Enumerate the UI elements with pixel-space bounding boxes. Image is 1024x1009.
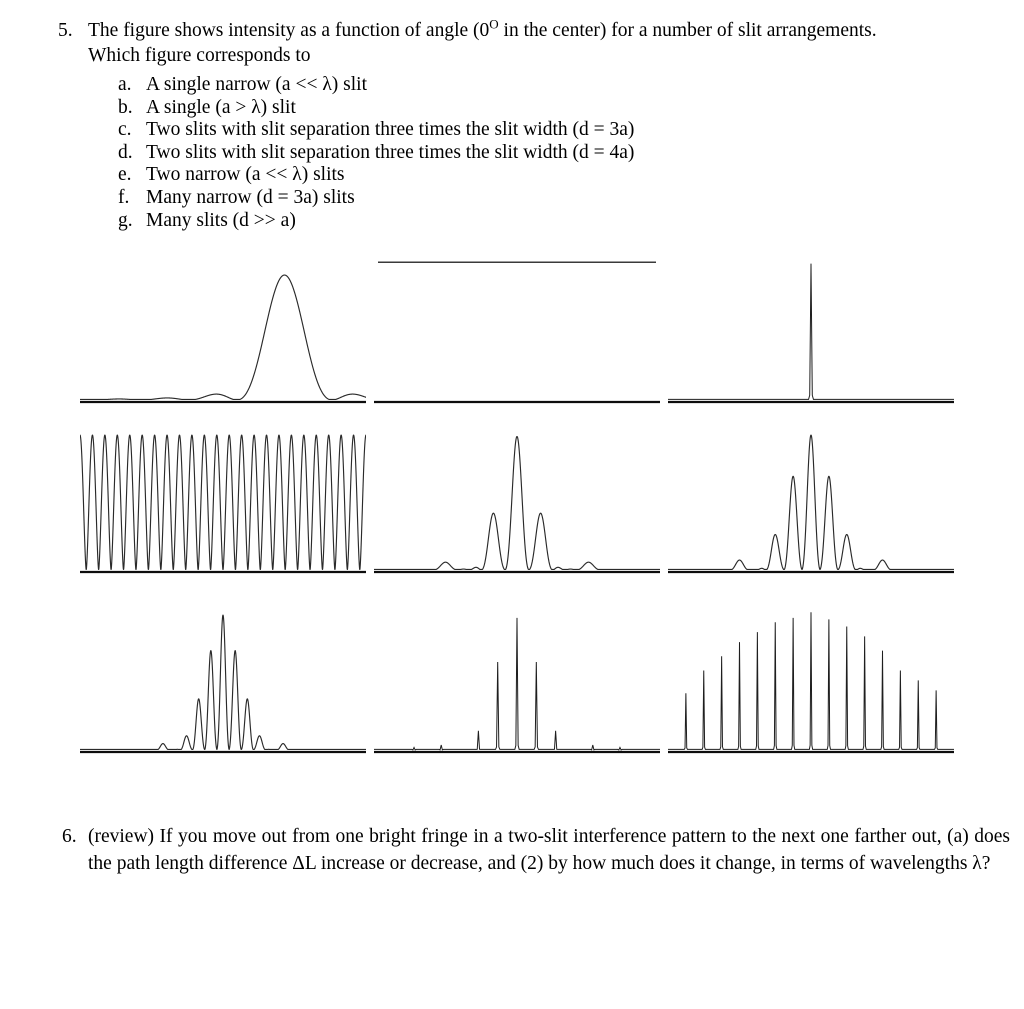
panel-mid-middle (374, 420, 660, 580)
question-5-row (58, 18, 1008, 68)
choice-text-f: Many narrow (d = 3a) slits (146, 186, 355, 208)
choice-text-d: Two slits with slit separation three times the slit width (d = 4a) (146, 141, 635, 163)
panel-bot-middle (374, 600, 660, 760)
choice-item-a[interactable] (118, 74, 818, 97)
question-5-number: 5. (58, 20, 73, 41)
panel-top-right-svg (668, 250, 954, 410)
panel-bot-right (668, 600, 954, 760)
choice-letter-e: e. (118, 164, 132, 186)
question-6-text: (review) If you move out from one bright fringe in a two-slit interference pattern to the next one farther out, (a) does the path length difference ΔL increase or decrease, and (2) by how much does it change, in terms of wavelengths λ? (88, 826, 1010, 874)
question-5-text-part1: The figure shows intensity as a function of angle (0 (88, 20, 490, 41)
panel-bot-right-svg (668, 600, 954, 760)
question-6-stem (88, 824, 1010, 877)
question-5-text-part2: in the center) for a number of slit arrangements. (498, 20, 877, 41)
choice-letter-d: d. (118, 141, 133, 163)
panel-bot-left-svg (80, 600, 366, 760)
degree-superscript: O (489, 16, 499, 32)
intensity-curve (80, 435, 366, 569)
panel-bot-middle-svg (374, 600, 660, 760)
choice-letter-c: c. (118, 119, 132, 141)
choice-text-c: Two slits with slit separation three times the slit width (d = 3a) (146, 119, 635, 141)
choice-text-a: A single narrow (a << λ) slit (146, 74, 367, 95)
intensity-curve (668, 264, 954, 400)
question-6-number: 6. (62, 826, 77, 847)
question-5-text-line2: Which figure corresponds to (88, 45, 311, 66)
choice-item-c[interactable] (118, 119, 818, 142)
panel-top-left (80, 250, 366, 410)
choice-item-g[interactable] (118, 210, 818, 233)
panel-mid-left (80, 420, 366, 580)
panel-top-middle (374, 250, 660, 410)
intensity-curve (374, 437, 660, 570)
choice-item-e[interactable] (118, 164, 818, 187)
choice-list (118, 74, 818, 232)
panel-top-left-svg (80, 250, 366, 410)
choice-item-f[interactable] (118, 187, 818, 210)
panel-bot-left (80, 600, 366, 760)
question-5 (58, 18, 1008, 68)
panel-mid-middle-svg (374, 420, 660, 580)
panel-top-right (668, 250, 954, 410)
panel-top-middle-svg (374, 250, 660, 410)
choice-letter-g: g. (118, 209, 133, 231)
choice-letter-a: a. (118, 74, 132, 95)
intensity-pattern-figure-grid (0, 250, 1024, 790)
panel-mid-right-svg (668, 420, 954, 580)
choice-text-b: A single (a > λ) slit (146, 96, 296, 118)
choice-text-e: Two narrow (a << λ) slits (146, 164, 345, 186)
intensity-curve (668, 435, 954, 569)
question-6-row (62, 824, 1010, 877)
intensity-curve (668, 612, 954, 749)
panel-mid-left-svg (80, 420, 366, 580)
question-6 (62, 824, 1010, 877)
intensity-curve (80, 615, 366, 749)
choice-letter-b: b. (118, 96, 133, 118)
intensity-curve (80, 275, 366, 399)
question-5-stem (88, 18, 1008, 68)
choice-letter-f: f. (118, 186, 130, 208)
choice-text-g: Many slits (d >> a) (146, 209, 296, 231)
panel-mid-right (668, 420, 954, 580)
choice-item-d[interactable] (118, 142, 818, 165)
choice-item-b[interactable] (118, 97, 818, 120)
intensity-curve (374, 618, 660, 750)
